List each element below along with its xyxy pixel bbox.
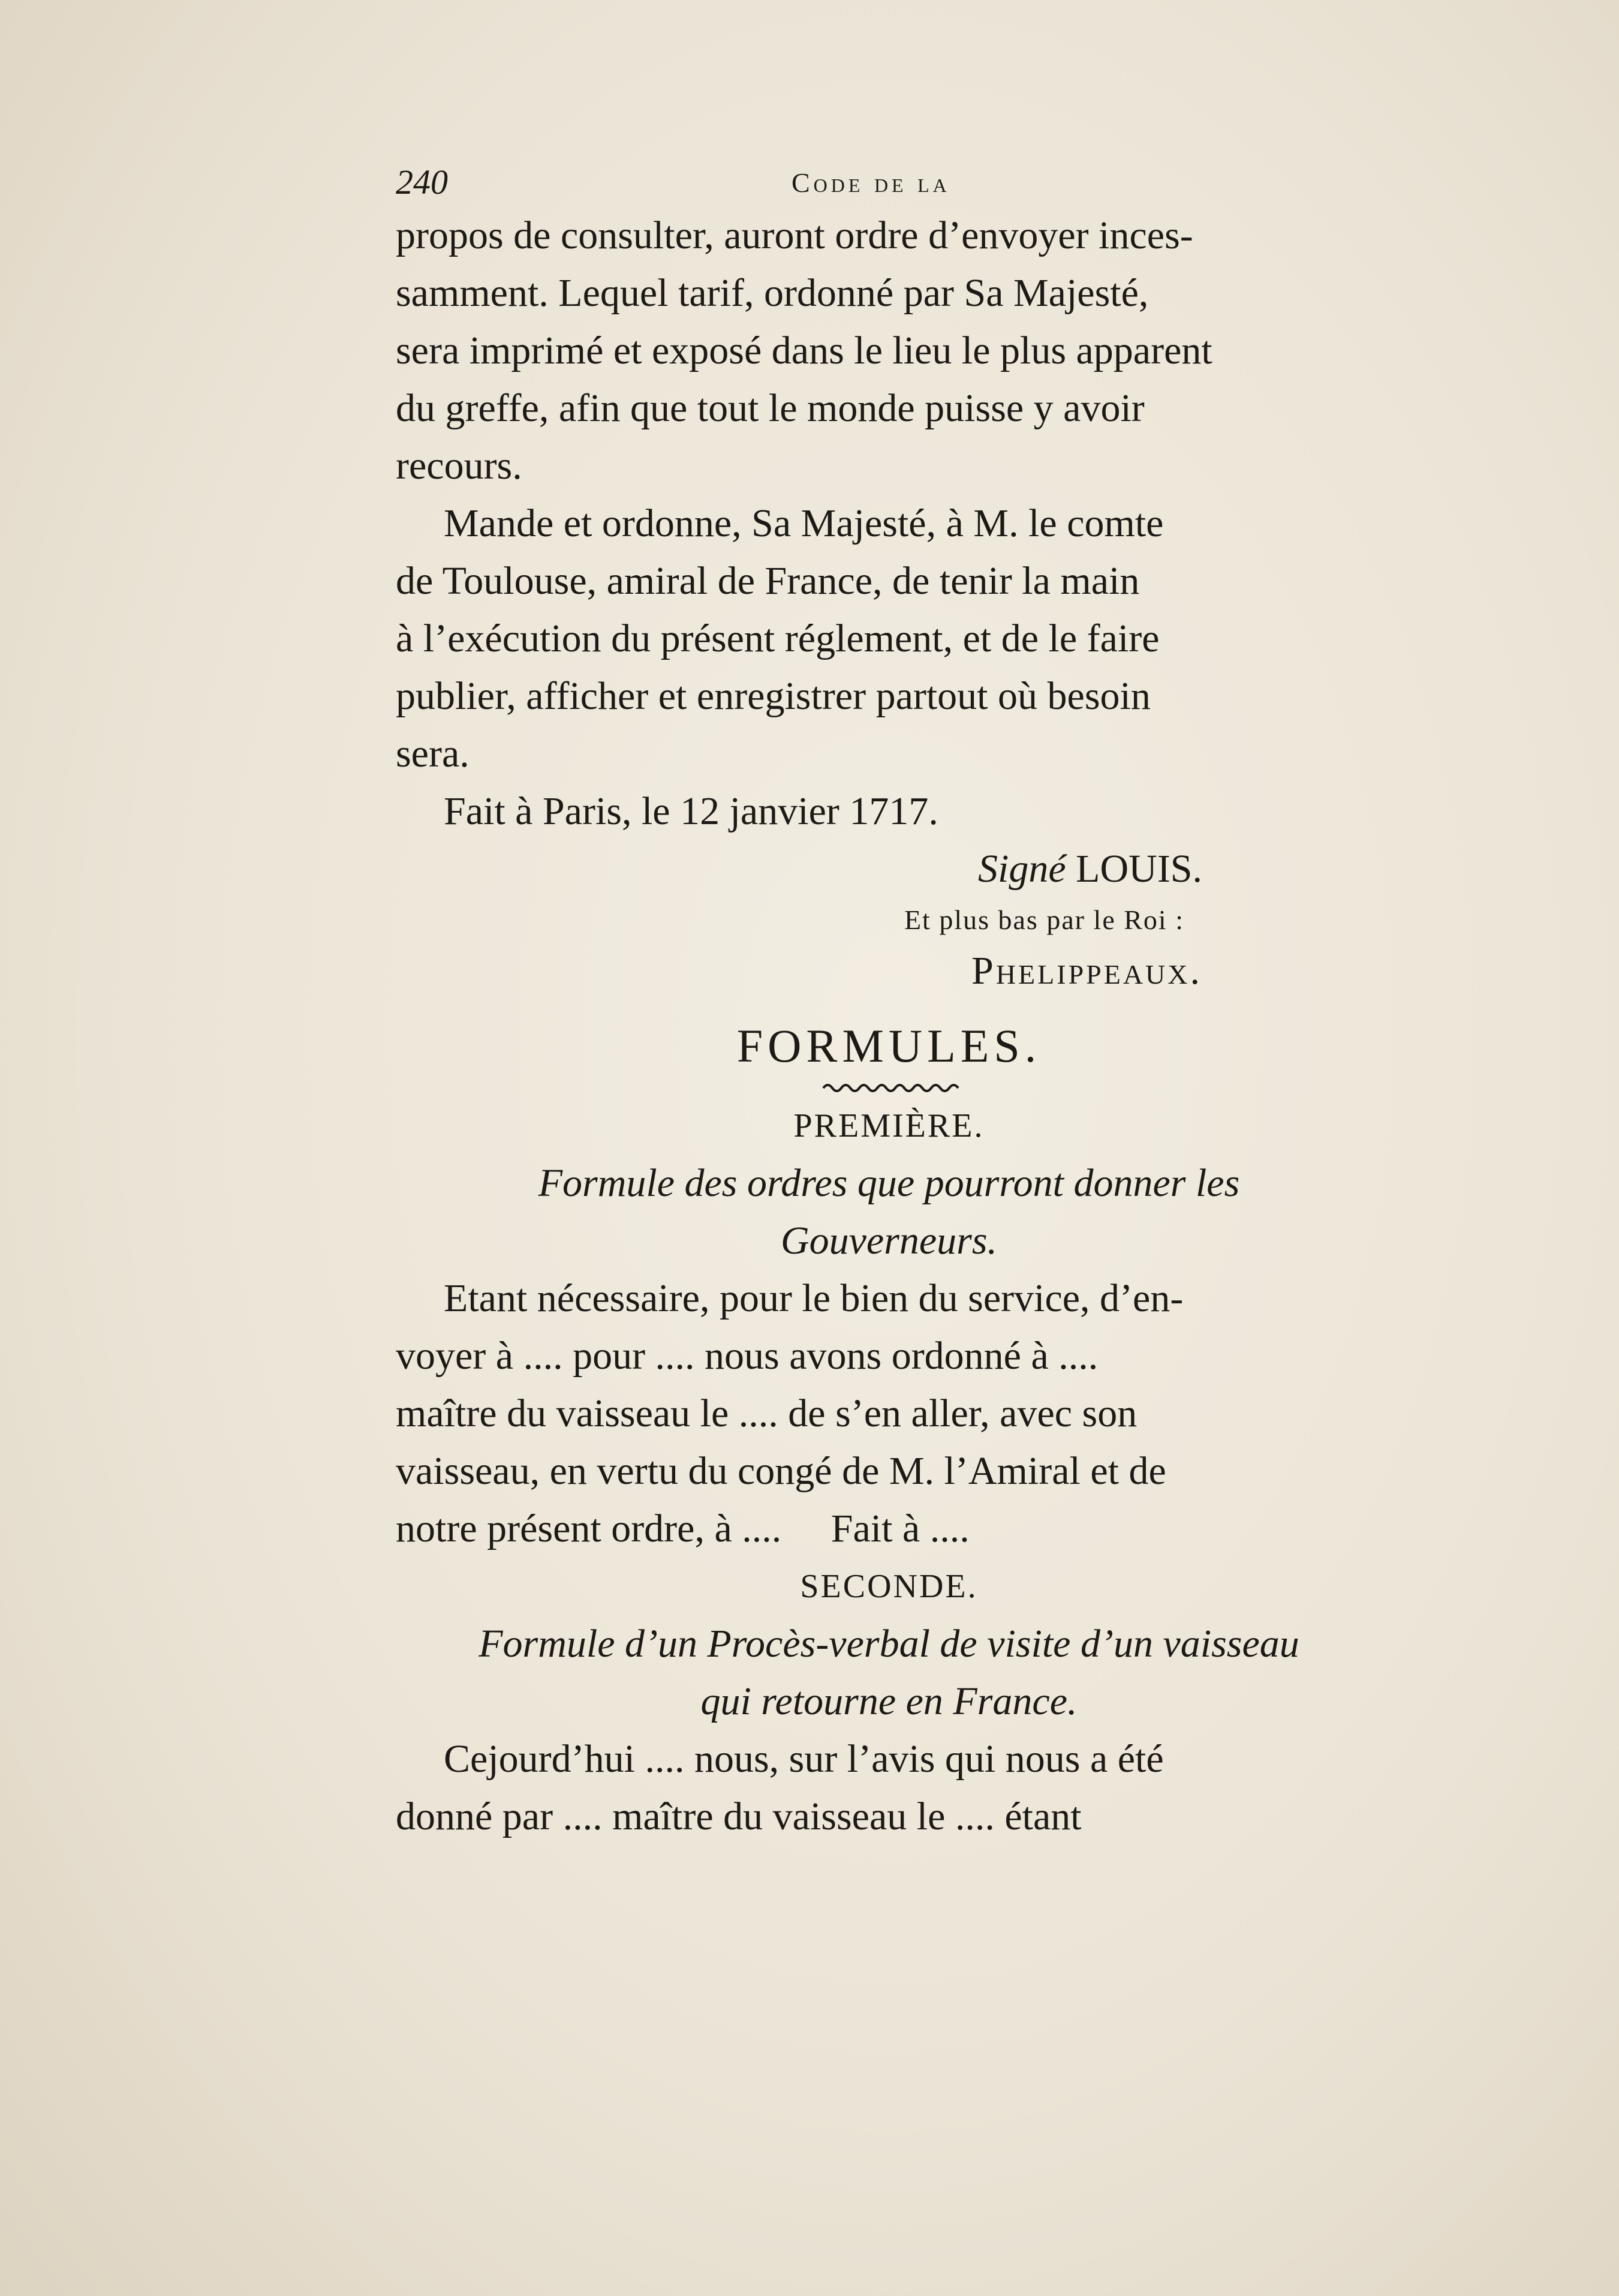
text-line: propos de consulter, auront ordre d’envoyer inces- — [396, 214, 1193, 257]
title-line: qui retourne en France. — [700, 1679, 1078, 1723]
text-line: du greffe, afin que tout le monde puisse y avoir — [396, 386, 1145, 430]
page-header — [396, 162, 1379, 204]
countersignature: Phelippeaux. — [971, 949, 1202, 993]
first-formula-title — [396, 1155, 1382, 1270]
text-line: notre présent ordre, à .... Fait à .... — [396, 1507, 970, 1550]
signature-line — [396, 840, 1382, 898]
paragraph-tarif — [396, 207, 1382, 495]
text-line: publier, afficher et enregistrer partout où besoin — [396, 674, 1151, 718]
text-line: Mande et ordonne, Sa Majesté, à M. le comte — [444, 501, 1164, 545]
running-head: Code de la — [792, 167, 950, 198]
signed-prefix: Signé — [978, 847, 1066, 891]
paragraph-mande — [396, 495, 1382, 783]
text-line: maître du vaisseau le .... de s’en aller, avec son — [396, 1392, 1137, 1435]
text-line: Cejourd’hui .... nous, sur l’avis qui nous a été — [444, 1737, 1164, 1781]
formules-title: FORMULES. — [736, 1020, 1042, 1072]
text-line: de Toulouse, amiral de France, de tenir la main — [396, 559, 1140, 603]
text-line: voyer à .... pour .... nous avons ordonné à .... — [396, 1334, 1099, 1378]
text-line: à l’exécution du présent réglement, et de le faire — [396, 617, 1160, 660]
text-line: recours. — [396, 444, 522, 488]
title-line: Gouverneurs. — [780, 1219, 998, 1263]
second-formula-heading: SECONDE. — [800, 1568, 978, 1605]
text-line: sera imprimé et exposé dans le lieu le plus apparent — [396, 329, 1212, 372]
second-formula-title — [396, 1615, 1382, 1730]
text-line: samment. Lequel tarif, ordonné par Sa Majesté, — [396, 271, 1149, 315]
page-number: 240 — [396, 163, 448, 202]
title-line: Formule des ordres que pourront donner les — [538, 1161, 1240, 1205]
ornament-divider — [817, 1079, 961, 1097]
title-line: Formule d’un Procès-verbal de visite d’un vaisseau — [479, 1622, 1299, 1666]
signed-name: LOUIS. — [1076, 847, 1202, 891]
first-formula-text — [396, 1270, 1382, 1558]
text-line: sera. — [396, 732, 470, 776]
text-block — [396, 207, 1382, 1846]
lower-line: Et plus bas par le Roi : — [904, 904, 1184, 935]
text-line: Etant nécessaire, pour le bien du service, d’en- — [444, 1276, 1184, 1320]
text-line: vaisseau, en vertu du congé de M. l’Amiral et de — [396, 1449, 1166, 1493]
first-formula-heading: PREMIÈRE. — [793, 1107, 985, 1144]
second-formula-text — [396, 1730, 1382, 1846]
date-text: Fait à Paris, le 12 janvier 1717. — [444, 789, 938, 833]
date-line — [396, 783, 1382, 840]
text-line: donné par .... maître du vaisseau le .... étant — [396, 1795, 1082, 1838]
